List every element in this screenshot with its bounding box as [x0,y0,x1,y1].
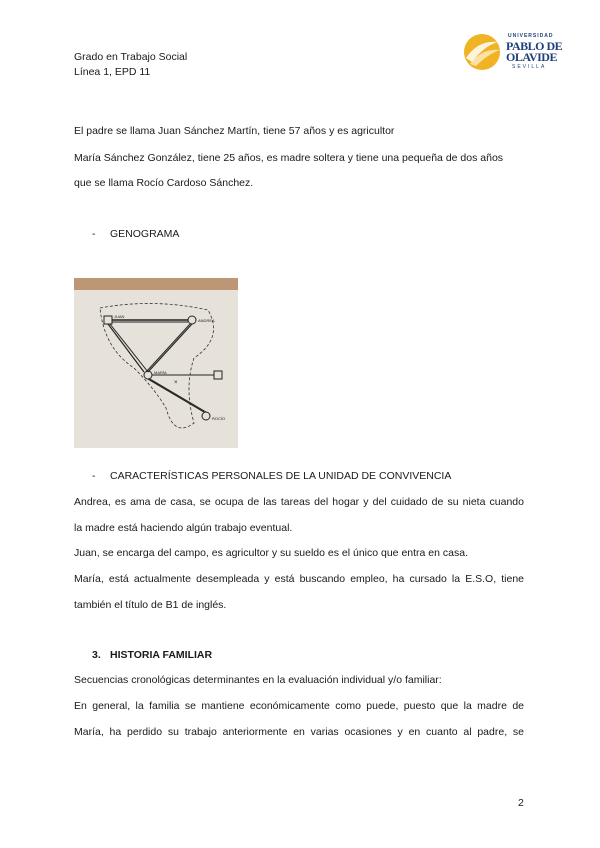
page-header [74,50,187,80]
paragraph-maria: María Sánchez González, tiene 25 años, es madre soltera y tiene una pequeña de dos años [74,152,504,164]
logo-name-line2: OLAVIDE [506,50,557,64]
paragraph-andrea-2: la madre está haciendo algún trabajo eventual. [74,522,293,534]
genogram-label-andrea: ANDREA [198,318,215,323]
genograma-title: GENOGRAMA [110,228,180,240]
caracteristicas-bullet: - [92,470,96,482]
section-paragraph-2: María, ha perdido su trabajo anteriormente en varias ocasiones y en cuanto al padre, se [74,726,524,738]
logo-university-label: UNIVERSIDAD [508,33,554,39]
paragraph-juan: Juan, se encarga del campo, es agricultor y su sueldo es el único que entra en casa. [74,547,468,559]
section-title: HISTORIA FAMILIAR [110,649,213,661]
section-number: 3. [92,649,101,661]
paragraph-maria-1: María, está actualmente desempleada y está buscando empleo, ha cursado la E.S.O, tiene [74,573,524,585]
caracteristicas-title: CARACTERÍSTICAS PERSONALES DE LA UNIDAD DE CONVIVENCIA [110,470,452,482]
genogram-label-maria: MARÍA [154,370,167,375]
page-number: 2 [518,797,524,809]
logo-name-line1: PABLO DE [506,39,563,53]
genogram-label-juan: JUAN [114,314,125,319]
paragraph-maria-2: también el título de B1 de inglés. [74,599,227,611]
genogram-drawing [74,278,238,448]
paragraph-andrea-1: Andrea, es ama de casa, se ocupa de las tareas del hogar y del cuidado de su nieta cuando [74,496,524,508]
header-course: Grado en Trabajo Social [74,51,188,63]
paragraph-rocio: que se llama Rocío Cardoso Sánchez. [74,177,254,189]
header-line: Línea 1, EPD 11 [74,66,151,78]
genograma-bullet: - [92,228,96,240]
university-logo [462,30,562,74]
genogram-label-rocio: ROCÍO [212,416,226,421]
section-paragraph-1: En general, la familia se mantiene económicamente como puede, puesto que la madre de [74,700,524,712]
section-intro: Secuencias cronológicas determinantes en la evaluación individual y/o familiar: [74,674,442,686]
genogram-photo [74,278,238,448]
logo-city: SEVILLA [512,64,547,70]
paragraph-father: El padre se llama Juan Sánchez Martín, tiene 57 años y es agricultor [74,125,395,137]
svg-text:×: × [174,380,178,386]
